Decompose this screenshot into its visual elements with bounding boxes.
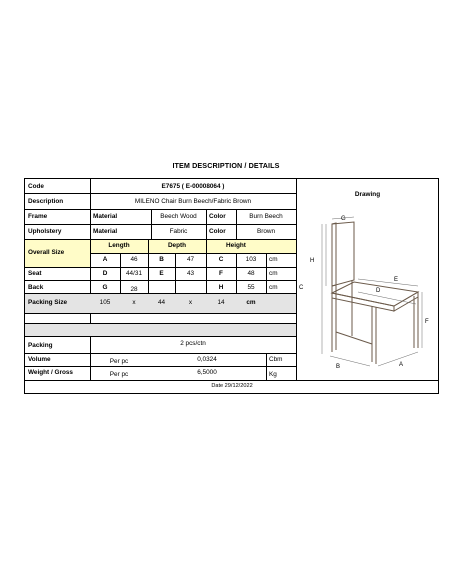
drawing-label-d: D [376,288,381,294]
packing-height: 14 [217,299,225,306]
upholstery-color-label: Color [209,228,226,235]
dim-h-value: 55 [247,284,255,291]
dim-f-unit: cm [269,270,278,277]
frame-material-value: Beech Wood [160,213,197,220]
packing-unit: cm [246,299,256,306]
drawing-title: Drawing [354,191,381,198]
dim-f-value: 48 [247,270,255,277]
date-text: Date 29/12/2022 [211,383,253,389]
dim-b-label: B [159,256,164,263]
upholstery-material-label: Material [93,228,118,235]
chair-backrest [332,222,354,286]
frame-label: Frame [28,213,48,220]
chair-drawing [296,214,432,374]
depth-header: Depth [167,242,187,249]
weight-value: 6,5000 [197,369,217,376]
packing-width: 44 [157,299,166,306]
code-value: E7675 ( E-00008064 ) [161,183,225,190]
weight-label: Weight / Gross [28,369,73,376]
back-label: Back [28,284,44,291]
drawing-label-h: H [310,258,315,264]
dim-b-value: 47 [186,256,195,263]
chair-stretcher [336,332,372,344]
description-label: Description [28,198,64,205]
dim-d-value: 44/31 [126,270,142,277]
dim-f-label: F [219,270,223,277]
code-label: Code [28,183,44,190]
dim-a-value: 46 [130,256,138,263]
blank-band [25,323,296,336]
overall-size-label: Overall Size [28,249,65,256]
volume-label: Volume [28,356,51,363]
dim-a-line [378,352,418,366]
chair-backrest-edge [332,223,336,286]
chair-illustration [296,214,432,374]
drawing-label-f: F [425,319,429,325]
drawing-label-a: A [399,362,404,368]
dim-g-label: G [102,284,108,291]
drawing-label-c: C [299,285,304,291]
drawing-label-b: B [336,364,341,370]
chair-seat-front [332,293,394,311]
drawing-label-g: G [341,216,346,222]
weight-per-pc: Per pc [109,371,129,378]
packing-length: 105 [99,299,111,306]
upholstery-material-value: Fabric [169,228,188,235]
dim-c-value: 103 [245,256,257,263]
height-header: Height [226,242,246,249]
dim-g-value: 28 [130,286,138,293]
upholstery-label: Upholstery [28,228,62,235]
upholstery-color-value: Brown [256,228,276,235]
drawing-label-e: E [394,277,399,283]
dim-c-unit: cm [269,256,278,263]
packing-x2: x [188,299,193,306]
dim-h-label: H [218,284,224,291]
volume-unit: Cbm [269,356,283,363]
page-title: ITEM DESCRIPTION / DETAILS [172,161,280,170]
dim-h-unit: cm [269,284,278,291]
packing-label: Packing [28,342,53,349]
dim-e-value: 43 [186,270,195,277]
frame-color-value: Burn Beech [249,213,283,220]
frame-material-label: Material [93,213,118,220]
dim-d-label: D [102,270,108,277]
length-header: Length [108,242,130,249]
weight-unit: Kg [269,371,277,378]
dim-e-line [358,279,418,286]
packing-value: 2 pcs/ctn [180,340,206,347]
dim-c-label: C [218,256,224,263]
description-value: MILENO Chair Burn Beech/Fabric Brown [134,198,252,205]
volume-per-pc: Per pc [109,358,129,365]
packing-size-label: Packing Size [28,299,68,306]
volume-value: 0,0324 [197,356,217,363]
dim-e-label: E [159,270,164,277]
seat-label: Seat [28,270,42,277]
frame-color-label: Color [209,213,226,220]
dim-a-label: A [102,256,108,263]
packing-x1: x [132,299,136,306]
